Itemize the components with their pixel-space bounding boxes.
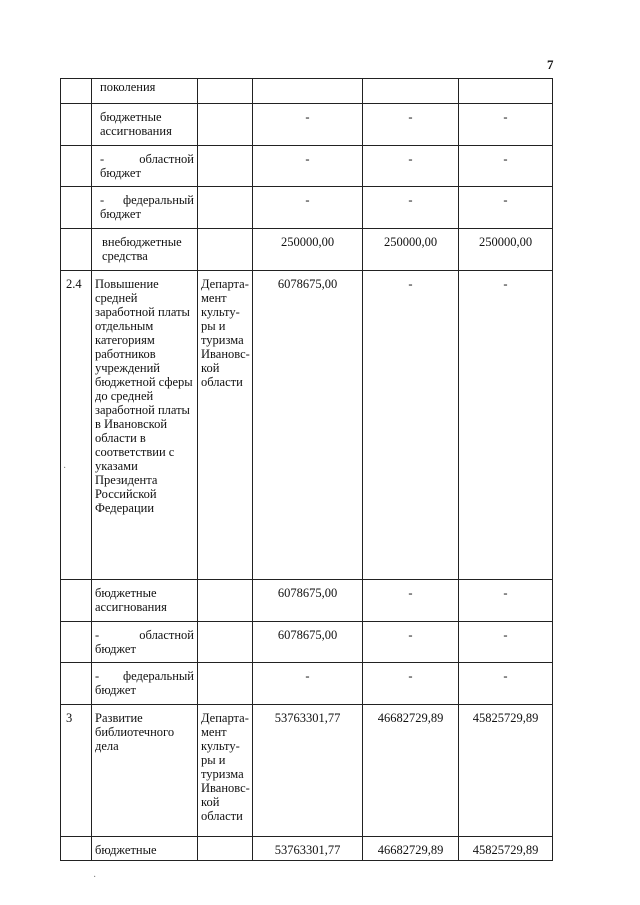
row-value-year1: 6078675,00 bbox=[253, 622, 363, 663]
row-name: бюджетные ассигнования bbox=[92, 104, 198, 146]
row-name: бюджетные bbox=[92, 837, 198, 861]
row-number bbox=[61, 187, 92, 229]
row-name: поколения bbox=[92, 79, 198, 104]
row-value-year2 bbox=[363, 79, 459, 104]
row-value-year3: - bbox=[459, 271, 553, 580]
row-value-year2: - bbox=[363, 580, 459, 622]
row-executor: Департа-мент культу-ры и туризма Ивановс-кой области bbox=[198, 271, 253, 580]
row-executor bbox=[198, 187, 253, 229]
table-row bbox=[61, 837, 553, 861]
row-value-year3: - bbox=[459, 104, 553, 146]
table-row bbox=[61, 705, 553, 837]
row-name: - областной бюджет bbox=[92, 622, 198, 663]
row-value-year2: - bbox=[363, 622, 459, 663]
row-value-year2: 46682729,89 bbox=[363, 705, 459, 837]
row-executor: Департа-мент культу-ры и туризма Ивановс-кой области bbox=[198, 705, 253, 837]
row-value-year2: - bbox=[363, 663, 459, 705]
row-number bbox=[61, 79, 92, 104]
row-value-year2: 46682729,89 bbox=[363, 837, 459, 861]
row-number bbox=[61, 663, 92, 705]
row-value-year3: 250000,00 bbox=[459, 229, 553, 271]
table-row bbox=[61, 187, 553, 229]
row-value-year2: - bbox=[363, 104, 459, 146]
table-row bbox=[61, 104, 553, 146]
row-number: 3 bbox=[61, 705, 92, 837]
row-value-year3: 45825729,89 bbox=[459, 837, 553, 861]
row-value-year2: - bbox=[363, 146, 459, 187]
row-number bbox=[61, 229, 92, 271]
row-value-year3 bbox=[459, 79, 553, 104]
row-number bbox=[61, 837, 92, 861]
row-executor bbox=[198, 837, 253, 861]
table-row bbox=[61, 622, 553, 663]
row-executor bbox=[198, 580, 253, 622]
row-value-year1: - bbox=[253, 187, 363, 229]
row-number bbox=[61, 580, 92, 622]
table-row bbox=[61, 229, 553, 271]
row-number bbox=[61, 104, 92, 146]
row-value-year2: - bbox=[363, 187, 459, 229]
row-value-year1: 53763301,77 bbox=[253, 837, 363, 861]
row-name: внебюджетные средства bbox=[92, 229, 198, 271]
row-value-year1 bbox=[253, 79, 363, 104]
row-value-year2: - bbox=[363, 271, 459, 580]
scan-speck: · bbox=[93, 872, 97, 883]
row-value-year1: - bbox=[253, 104, 363, 146]
row-executor bbox=[198, 229, 253, 271]
row-value-year3: - bbox=[459, 622, 553, 663]
scan-speck: · bbox=[63, 463, 67, 474]
row-value-year3: - bbox=[459, 146, 553, 187]
row-name: Развитие библиотечного дела bbox=[92, 705, 198, 837]
table-row bbox=[61, 663, 553, 705]
row-value-year1: 6078675,00 bbox=[253, 580, 363, 622]
row-value-year3: - bbox=[459, 580, 553, 622]
row-number bbox=[61, 622, 92, 663]
table-row bbox=[61, 79, 553, 104]
row-number: 2.4 bbox=[61, 271, 92, 580]
row-value-year1: 250000,00 bbox=[253, 229, 363, 271]
row-value-year1: 53763301,77 bbox=[253, 705, 363, 837]
row-value-year1: - bbox=[253, 663, 363, 705]
row-number bbox=[61, 146, 92, 187]
row-name: - областной бюджет bbox=[92, 146, 198, 187]
row-value-year1: 6078675,00 bbox=[253, 271, 363, 580]
row-executor bbox=[198, 622, 253, 663]
row-value-year3: 45825729,89 bbox=[459, 705, 553, 837]
row-value-year1: - bbox=[253, 146, 363, 187]
page-number: 7 bbox=[547, 57, 554, 72]
row-name: бюджетные ассигнования bbox=[92, 580, 198, 622]
budget-table bbox=[60, 78, 553, 861]
row-executor bbox=[198, 663, 253, 705]
row-value-year3: - bbox=[459, 187, 553, 229]
row-name: Повышение средней заработной платы отдельным категориям работников учреждений бюджетной сферы до средней заработной платы в Ивановской области в соответствии с указами Президента Российской Федерации bbox=[92, 271, 198, 580]
row-value-year2: 250000,00 bbox=[363, 229, 459, 271]
row-executor bbox=[198, 79, 253, 104]
row-executor bbox=[198, 146, 253, 187]
row-name: - федеральный бюджет bbox=[92, 187, 198, 229]
table-row bbox=[61, 146, 553, 187]
table-row bbox=[61, 271, 553, 580]
row-value-year3: - bbox=[459, 663, 553, 705]
row-executor bbox=[198, 104, 253, 146]
table-row bbox=[61, 580, 553, 622]
row-name: - федеральный бюджет bbox=[92, 663, 198, 705]
